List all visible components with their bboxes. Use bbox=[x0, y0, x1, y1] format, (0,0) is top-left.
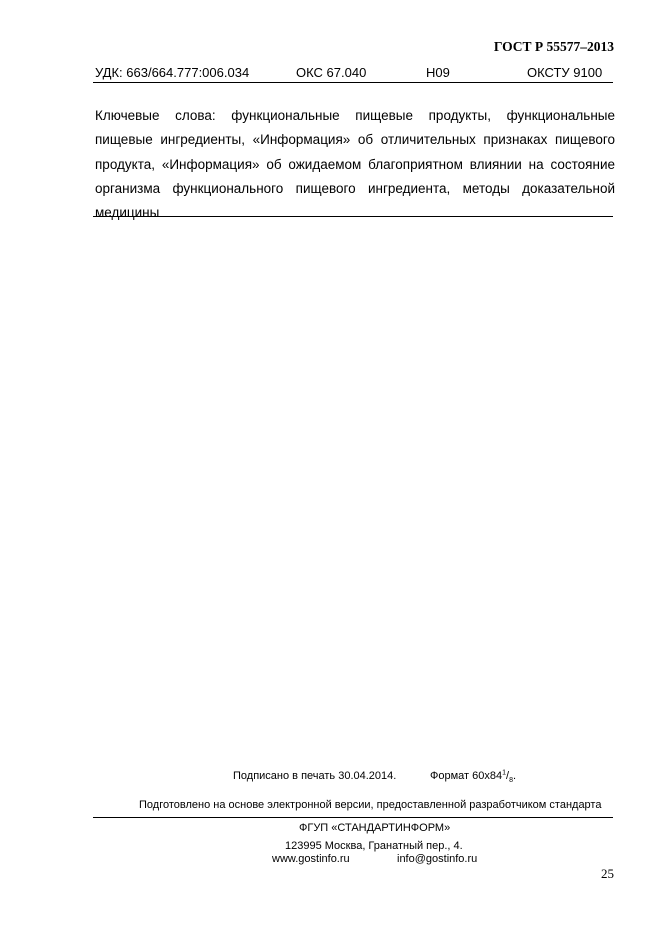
publisher-website: www.gostinfo.ru bbox=[272, 853, 350, 865]
oks-code: ОКС 67.040 bbox=[296, 65, 367, 80]
classifier-code: Н09 bbox=[426, 65, 450, 80]
keywords-paragraph: Ключевые слова: функциональные пищевые продукты, функциональные пищевые ингредиенты, «Информация» об отличительных признаках пищевого продукта, «Информация» об ожидаемом благоприятном влиянии на состояние организма функционального пищевого ингредиента, методы доказательной медицины bbox=[95, 108, 615, 221]
udk-code: УДК: 663/664.777:006.034 bbox=[95, 65, 250, 80]
paper-format: Формат $60x84^1/_8$. bbox=[430, 769, 517, 785]
keywords-rule bbox=[93, 216, 613, 217]
classification-rule bbox=[93, 82, 613, 83]
format-denominator: 8 bbox=[509, 777, 513, 785]
imprint-rule bbox=[93, 817, 613, 818]
prepared-note: Подготовлено на основе электронной версии, предоставленной разработчиком стандарта bbox=[139, 799, 602, 811]
publisher-name: ФГУП «СТАНДАРТИНФОРМ» bbox=[299, 822, 451, 834]
page-number: 25 bbox=[601, 866, 614, 881]
publisher-address: 123995 Москва, Гранатный пер., 4. bbox=[285, 840, 463, 852]
format-prefix: Формат 60x84 bbox=[430, 770, 503, 782]
format-numerator: 1 bbox=[502, 769, 507, 777]
signed-to-print: Подписано в печать 30.04.2014. bbox=[233, 770, 397, 782]
standard-number: ГОСТ Р 55577–2013 bbox=[493, 39, 614, 54]
okstu-code: ОКСТУ 9100 bbox=[527, 65, 603, 80]
format-suffix: . bbox=[512, 770, 517, 782]
publisher-email: info@gostinfo.ru bbox=[397, 853, 478, 865]
